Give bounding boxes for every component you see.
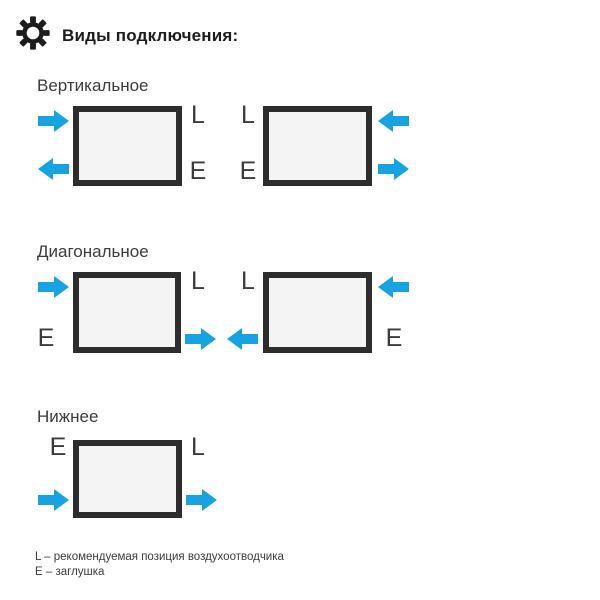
label-L: L (191, 101, 205, 129)
section-title-diagonal: Диагональное (37, 242, 149, 261)
radiator-box-diagonal-right (263, 272, 372, 353)
outlet-arrow-left-icon (38, 158, 69, 180)
label-E: E (189, 157, 207, 185)
label-L: L (191, 267, 205, 295)
label-L: L (191, 433, 205, 461)
section-title-vertical: Вертикальное (37, 76, 149, 95)
inlet-arrow-right-icon (38, 110, 69, 132)
radiator-box-diagonal-left (73, 272, 181, 353)
inlet-arrow-left-icon (378, 276, 409, 298)
page-title: Виды подключения: (62, 26, 239, 45)
inlet-arrow-left-icon (378, 110, 409, 132)
outlet-arrow-right-icon (186, 489, 217, 511)
section-title-bottom: Нижнее (37, 407, 99, 426)
legend-line-e: E – заглушка (35, 566, 105, 578)
page-header (0, 0, 600, 60)
label-E: E (37, 324, 55, 352)
inlet-arrow-right-icon (38, 276, 69, 298)
label-E: E (239, 157, 257, 185)
radiator-box-vertical-right (263, 106, 372, 186)
radiator-box-vertical-left (73, 106, 182, 186)
gear-icon (15, 15, 51, 51)
label-L: L (241, 101, 255, 129)
label-E: E (49, 433, 67, 461)
label-L: L (241, 267, 255, 295)
legend-line-l: L – рекомендуемая позиция воздухоотводчика (35, 551, 284, 563)
legend (35, 550, 284, 580)
outlet-arrow-right-icon (185, 328, 216, 350)
label-E: E (385, 324, 403, 352)
inlet-arrow-right-icon (38, 489, 69, 511)
outlet-arrow-right-icon (378, 158, 409, 180)
outlet-arrow-left-icon (227, 328, 258, 350)
radiator-box-bottom (73, 440, 182, 518)
